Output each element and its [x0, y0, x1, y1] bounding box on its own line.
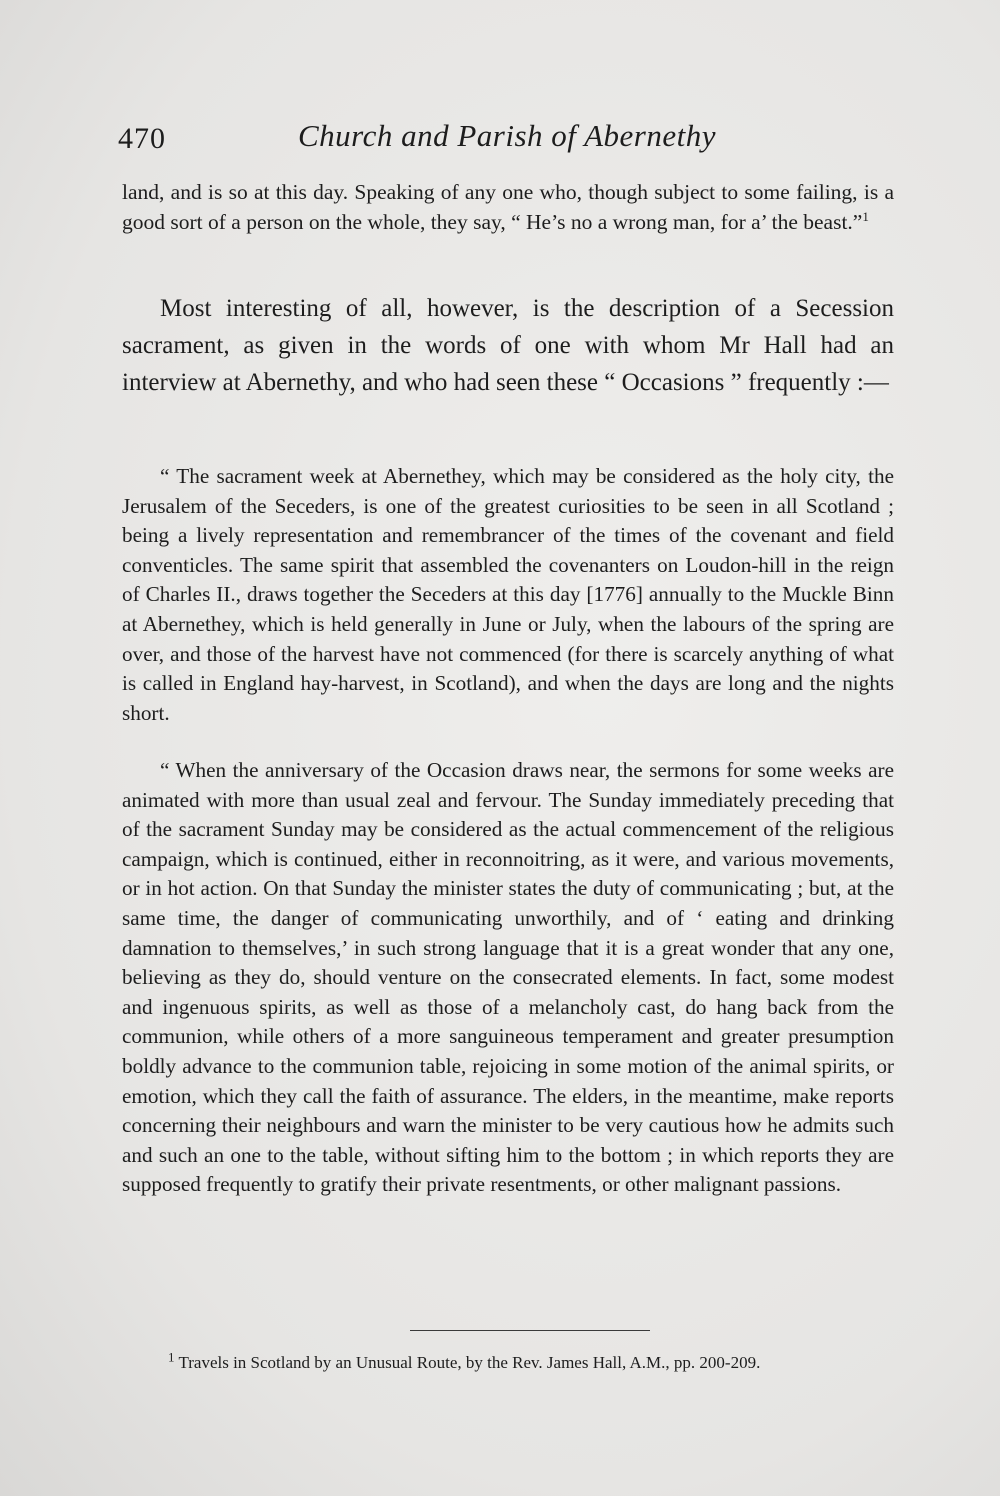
paragraph-1-text: land, and is so at this day. Speaking of any one who, though subject to some failing, is a good sort of a person on the whole, they say, “ He’s no a wrong man, for a’ the beast.”: [122, 180, 894, 234]
quotation-paragraph-1: “ The sacrament week at Abernethey, which may be considered as the holy city, the Jerusalem of the Seceders, is one of the greatest curiosities to be seen in all Scotland ; being a lively representation and remembrancer of the times of the covenant and field conventicles. The same spirit that assembled the covenanters on Loudon-hill in the reign of Charles II., draws together the Seceders at this day [1776] annually to the Muckle Binn at Abernethey, which is held generally in June or July, when the labours of the spring are over, and those of the harvest have not commenced (for there is scarcely anything of what is called in England hay-harvest, in Scotland), and when the days are long and the nights short.: [122, 464, 894, 725]
paragraph-2: Most interesting of all, however, is the description of a Secession sacrament, as given in the words of one with whom Mr Hall had an interview at Abernethy, and who had seen these “ Occasions ” frequently :—: [122, 295, 894, 396]
footnote-reference: 1: [862, 208, 869, 224]
footnote: [122, 1348, 894, 1378]
paragraph-1: [122, 178, 894, 237]
footnote-divider: [410, 1330, 650, 1331]
page-header: [118, 118, 898, 168]
page-number: 470: [118, 122, 166, 155]
quotation-paragraph-2: “ When the anniversary of the Occasion draws near, the sermons for some weeks are animated with more than usual zeal and fervour. The Sunday immediately preceding that of the sacrament Sunday may be considered as the actual commencement of the religious campaign, which is continued, either in reconnoitring, as it were, and various movements, or in hot action. On that Sunday the minister states the duty of communicating ; but, at the same time, the danger of communicating unworthily, and of ‘ eating and drinking damnation to themselves,’ in such strong language that it is a great wonder that any one, believing as they do, should venture on the consecrated elements. In fact, some modest and ingenuous spirits, as well as those of a melancholy cast, do hang back from the communion, while others of a more sanguineous temperament and greater presumption boldly advance to the communion table, rejoicing in some motion of the animal spirits, or emotion, which they call the faith of assurance. The elders, in the meantime, make reports concerning their neighbours and warn the minister to be very cautious how he admits such and such an one to the table, without sifting him to the bottom ; in which reports they are supposed frequently to gratify their private resentments, or other malignant passions.: [122, 758, 894, 1197]
footnote-marker: 1: [168, 1349, 175, 1365]
footnote-text: Travels in Scotland by an Unusual Route, by the Rev. James Hall, A.M., pp. 200-209.: [178, 1353, 761, 1372]
running-title: Church and Parish of Abernethy: [298, 118, 716, 153]
